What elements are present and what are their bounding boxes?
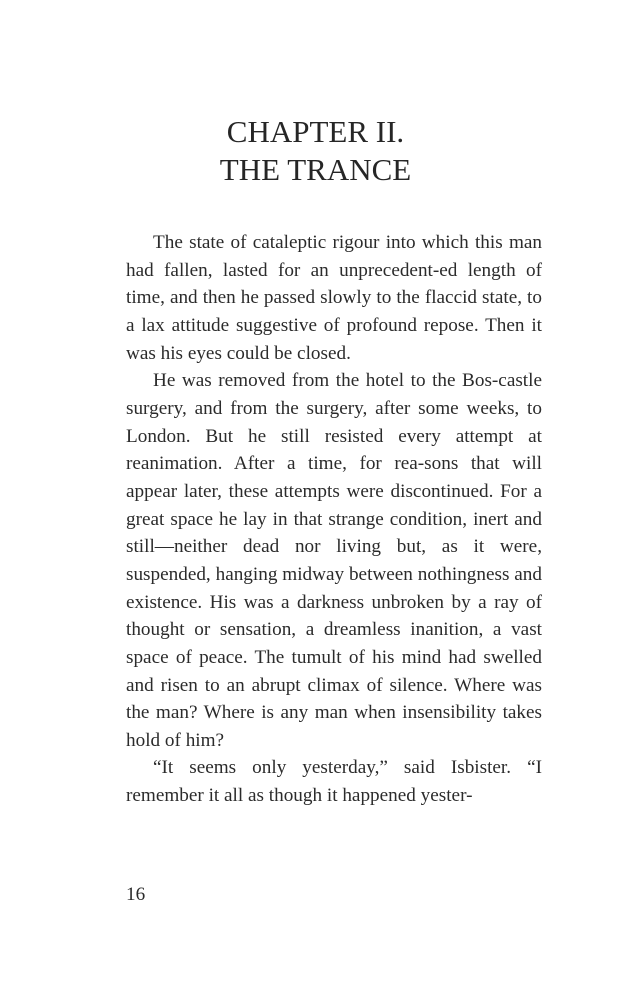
chapter-heading bbox=[0, 113, 631, 189]
chapter-number: CHAPTER II. bbox=[226, 114, 405, 149]
paragraph bbox=[126, 754, 542, 809]
page-number: 16 bbox=[126, 884, 146, 905]
paragraph-text: He was removed from the hotel to the Bos-castle surgery, and from the surgery, after some weeks, to London. But he still resisted every attempt at reanimation. After a time, for rea-sons that will appear later, these attempts were discontinued. For a great space he lay in that strange condition, inert and still—neither dead nor living but, as it were, suspended, hanging midway between nothingness and existence. His was a darkness unbroken by a ray of thought or sensation, a dreamless inanition, a vast space of peace. The tumult of his mind had swelled and risen to an abrupt climax of silence. Where was the man? Where is any man when insensibility takes hold of him? bbox=[126, 370, 542, 751]
paragraph bbox=[126, 367, 542, 754]
paragraph-text: “It seems only yesterday,” said Isbister. “I remember it all as though it happened yester- bbox=[126, 757, 542, 807]
chapter-title: THE TRANCE bbox=[219, 152, 412, 187]
chapter-body bbox=[126, 229, 542, 810]
paragraph bbox=[126, 229, 542, 367]
paragraph-text: The state of cataleptic rigour into which this man had fallen, lasted for an unprecedent-ed length of time, and then he passed slowly to the flaccid state, to a lax attitude suggestive of profound repose. Then it was his eyes could be closed. bbox=[126, 232, 542, 364]
